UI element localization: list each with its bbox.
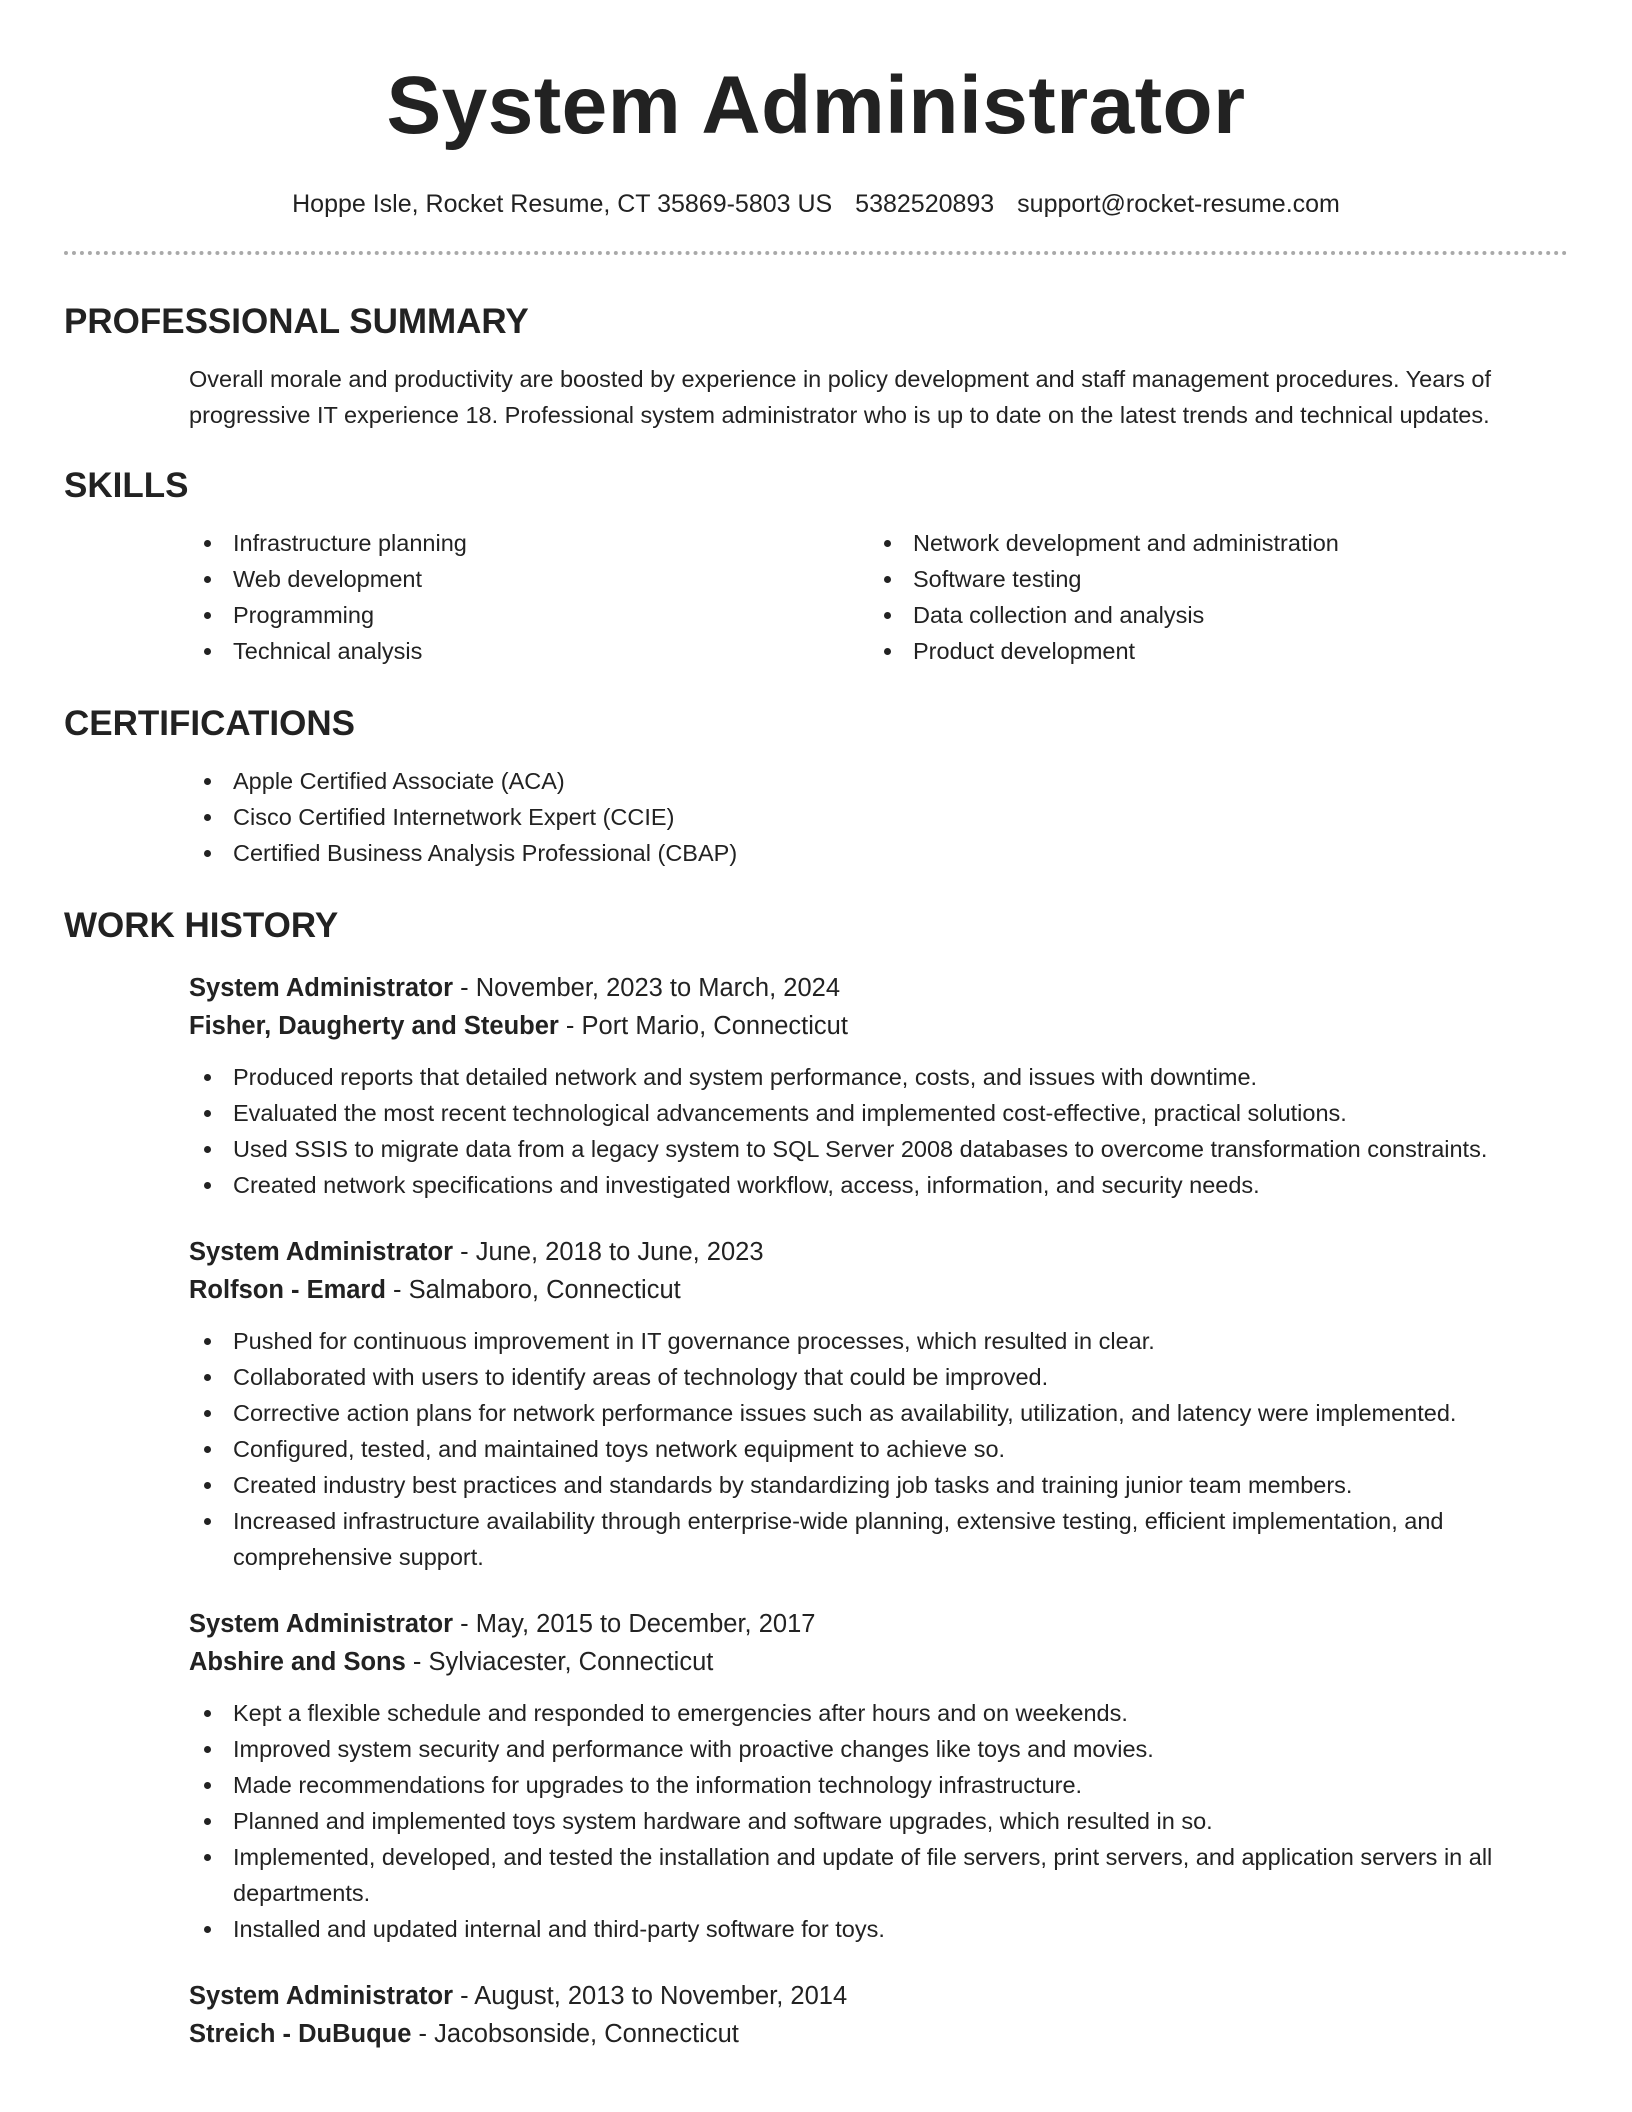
job-title-line [189,1233,1568,1271]
skills-column-right [869,525,1549,669]
job-dates: - November, 2023 to March, 2024 [453,974,841,1002]
job-role: System Administrator [189,1610,454,1638]
job-role: System Administrator [189,974,454,1002]
section-title-summary: PROFESSIONAL SUMMARY [64,302,529,341]
job-dates: - May, 2015 to December, 2017 [453,1610,816,1638]
work-history-list [189,969,1568,2053]
resume-page [64,0,1568,2053]
job-company: Streich - DuBuque [189,2020,412,2048]
job-bullet: Corrective action plans for network performance issues such as availability, utilization, and latency were implemented. [189,1395,1568,1431]
job-entry [189,1605,1568,1947]
skill-item: Web development [189,561,869,597]
job-bullet: Improved system security and performance with proactive changes like toys and movies. [189,1731,1568,1767]
job-dates: - June, 2018 to June, 2023 [453,1238,764,1266]
job-role: System Administrator [189,1982,454,2010]
skill-item: Technical analysis [189,633,869,669]
summary-text: Overall morale and productivity are boosted by experience in policy development and staff management procedures. Years of progressive IT experience 18. Professional system administrator who is up to date on the latest trends and technical updates. [189,366,1491,428]
job-company-line [189,1271,1568,1309]
candidate-name: System Administrator [386,60,1246,151]
job-bullet: Produced reports that detailed network and system performance, costs, and issues with downtime. [189,1059,1568,1095]
job-location: - Jacobsonside, Connecticut [411,2020,739,2048]
header-divider [64,251,1568,255]
certification-item: Cisco Certified Internetwork Expert (CCIE) [189,799,1568,835]
job-bullet: Created industry best practices and standards by standardizing job tasks and training junior team members. [189,1467,1568,1503]
job-company-line [189,1007,1568,1045]
contact-phone: 5382520893 [855,190,995,218]
job-title-line [189,1605,1568,1643]
job-bullets [189,1695,1568,1947]
job-company-line [189,2015,1568,2053]
certification-item: Apple Certified Associate (ACA) [189,763,1568,799]
job-bullets [189,1323,1568,1575]
job-bullet: Kept a flexible schedule and responded to emergencies after hours and on weekends. [189,1695,1568,1731]
job-company-line [189,1643,1568,1681]
skills-list [189,525,1568,669]
skill-item: Infrastructure planning [189,525,869,561]
job-company: Abshire and Sons [189,1648,406,1676]
job-entry [189,1233,1568,1575]
job-role: System Administrator [189,1238,454,1266]
job-location: - Sylviacester, Connecticut [405,1648,714,1676]
contact-email: support@rocket-resume.com [1017,190,1340,218]
skill-item: Software testing [869,561,1549,597]
job-bullet: Created network specifications and investigated workflow, access, information, and security needs. [189,1167,1568,1203]
job-bullets [189,1059,1568,1203]
job-location: - Port Mario, Connecticut [558,1012,848,1040]
section-title-work-history: WORK HISTORY [64,906,339,945]
section-title-certifications: CERTIFICATIONS [64,704,356,743]
job-location: - Salmaboro, Connecticut [385,1276,681,1304]
job-bullet: Collaborated with users to identify areas of technology that could be improved. [189,1359,1568,1395]
job-bullet: Planned and implemented toys system hardware and software upgrades, which resulted in so. [189,1803,1568,1839]
skills-column-left [189,525,869,669]
job-bullet: Increased infrastructure availability through enterprise-wide planning, extensive testing, efficient implementation, and comprehensive support. [189,1503,1568,1575]
job-bullet: Made recommendations for upgrades to the information technology infrastructure. [189,1767,1568,1803]
section-title-skills: SKILLS [64,466,189,505]
job-dates: - August, 2013 to November, 2014 [453,1982,848,2010]
job-bullet: Pushed for continuous improvement in IT governance processes, which resulted in clear. [189,1323,1568,1359]
job-entry [189,969,1568,1203]
skill-item: Product development [869,633,1549,669]
contact-address: Hoppe Isle, Rocket Resume, CT 35869-5803 US [292,190,833,218]
job-entry [189,1977,1568,2053]
skill-item: Network development and administration [869,525,1549,561]
job-bullet: Evaluated the most recent technological advancements and implemented cost-effective, practical solutions. [189,1095,1568,1131]
job-bullet: Used SSIS to migrate data from a legacy system to SQL Server 2008 databases to overcome transformation constraints. [189,1131,1568,1167]
certification-item: Certified Business Analysis Professional (CBAP) [189,835,1568,871]
job-company: Rolfson - Emard [189,1276,386,1304]
job-bullet: Configured, tested, and maintained toys network equipment to achieve so. [189,1431,1568,1467]
job-title-line [189,969,1568,1007]
contact-line [64,188,1568,220]
skill-item: Programming [189,597,869,633]
job-bullet: Installed and updated internal and third-party software for toys. [189,1911,1568,1947]
job-title-line [189,1977,1568,2015]
job-company: Fisher, Daugherty and Steuber [189,1012,559,1040]
skill-item: Data collection and analysis [869,597,1549,633]
certifications-list [189,763,1568,871]
job-bullet: Implemented, developed, and tested the installation and update of file servers, print servers, and application servers in all departments. [189,1839,1568,1911]
